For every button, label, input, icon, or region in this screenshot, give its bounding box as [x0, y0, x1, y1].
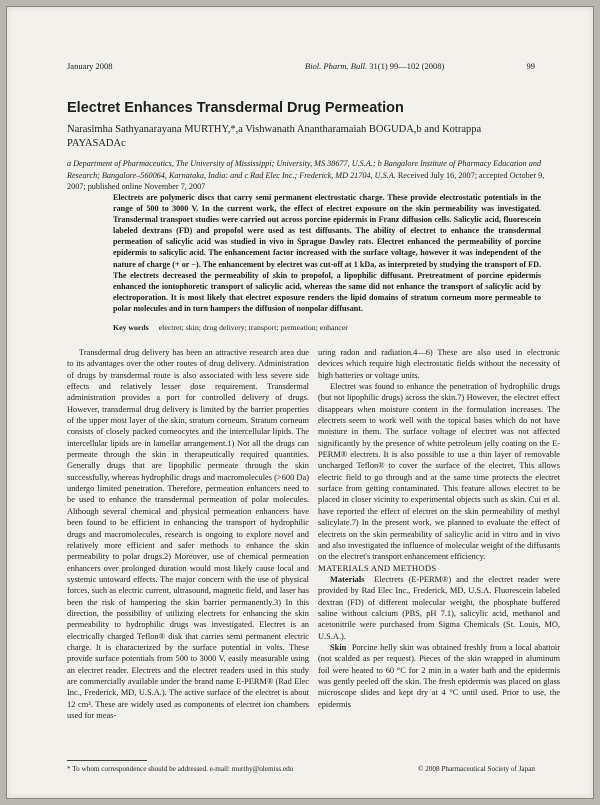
- left-column: [67, 347, 309, 721]
- materials-paragraph: [318, 574, 560, 642]
- journal-citation: [305, 61, 444, 71]
- abstract: Electrets are polymeric discs that carry semi permanent electrostatic charge. These provide electrostatic potentials in the range of 500 to 3000 V. In the current work, the effect of electret exposure on the skin permeability was investigated. Transdermal transport studies were carried out across porcine epidermis in Franz diffusion cells. Salicylic acid, fluorescein labeled dextrans (FD) and propofol were used as test diffusants. The ability of electret to enhance the transdermal permeation of salicylic acid was studied in vivo in Sprague Dawley rats. Electret enhanced the permeability of porcine epidermis to salicylic acid. The enhancement factor increased with the surface voltage, however it was independent of the nature of charge (+ or −). The enhancement by electret was cut-off at 1 kDa, as interpreted by studying the transport of FD. The electrets decreased the permeability of skin to propofol, a lipophilic diffusant. Pretreatment of porcine epidermis enhanced the iontophoretic transport of salicylic acid, whereas the same did not enhance the transport of salicylic acid by electroporation. It is most likely that electret exposure renders the lipid domains of stratum corneum more permeable to polar molecules and in turn hampers the diffusion of nonpolar diffusant.: [113, 193, 541, 313]
- skin-paragraph: [318, 642, 560, 710]
- volume-info: 31(1) 99—102 (2008): [369, 61, 445, 71]
- affiliation-text: a Department of Pharmaceutics, The University of Mississippi; University, MS 38677, U.S.A.; b Bangalore Institute of Pharmacy Education and Research; Bangalore–560064, Karnataka, India: and c Rad Elec Inc.; Frederick, MD 21704, U.S.A.: [67, 159, 542, 180]
- right-column: [318, 347, 560, 710]
- copyright-notice: © 2008 Pharmaceutical Society of Japan: [417, 765, 535, 773]
- footnote-rule: [67, 760, 147, 761]
- page-number: 99: [526, 61, 535, 71]
- electret-paragraph: Electret was found to enhance the penetration of hydrophilic drugs (but not lipophilic drugs) across the skin.7) However, the electret effect disappears when moisture content in the formulation increases. The electrets seem to work well with the topical bases which do not have moisture in them. The surface voltage of electret was not affected significantly by the presence of white petroleum jelly coating on the E-PERM® electrets. It is also possible to use a thin layer of removable uncharged Teflon® to cover the surface of the electret. This allows electric field to go through and at the same time protects the electret surface from getting contaminated. This feature allows electret to be placed in closer vicinity to experimental objects such as skin. Cui et al. have reported the effect of electret on the skin permeability of methyl salicylate.7) In the present work, we planned to evaluate the effect of electrets on the skin permeability of salicylic acid in vitro and in vivo and also investigated the influence of molecular weight of the diffusants on the electret's transport enhancement efficiency.: [318, 382, 560, 562]
- skin-runin: Skin: [330, 642, 347, 652]
- materials-runin: Materials: [330, 574, 365, 584]
- journal-name: Biol. Pharm. Bull.: [305, 61, 368, 71]
- affiliations: [67, 158, 547, 193]
- methods-heading: MATERIALS AND METHODS: [318, 562, 437, 573]
- keywords-text: electret; skin; drug delivery; transport; permeation; enhancer: [158, 323, 348, 332]
- intro-continuation: uring radon and radiation.4—6) These are also used in electronic devices which require high electrostatic fields without the necessity of high batteries or voltage units.: [318, 348, 560, 380]
- keywords-label: Key words: [113, 323, 149, 332]
- journal-page: [6, 6, 594, 799]
- correspondence-note: * To whom correspondence should be addressed. e-mail: murthy@olemiss.edu: [67, 765, 294, 773]
- author-list: Narasimha Sathyanarayana MURTHY,*,a Vishwanath Anantharamaiah BOGUDA,b and Kotrappa PAYASADAc: [67, 124, 482, 149]
- keywords: [113, 323, 348, 332]
- materials-text: Electrets (E-PERM®) and the electret reader were provided by Rad Elec Inc., Frederick, MD, U.S.A. Fluorescein labeled dextran (FD) of different molecular weight, the phosphate buffered saline without calcium (PBS, pH 7.1), salicylic acid, methanol and acetonitrile were purchased from Sigma Chemicals (St. Louis, MO, U.S.A.).: [318, 574, 560, 641]
- received-dates: Received July 16, 2007; accepted October 9, 2007; published online November 7, 2007: [67, 170, 545, 191]
- skin-text: Porcine belly skin was obtained freshly from a local abattoir (not scalded as per request). Pieces of the skin wrapped in aluminum foil were heated to 60 °C for 2 min in a water bath and the epidermis was gently peeled off the skin. The fresh epidermis was placed on glass microscope slides and kept dry at 4 °C until used. Prior to use, the epidermis: [318, 642, 560, 709]
- intro-paragraph: Transdermal drug delivery has been an attractive research area due to its advantages over the other routes of drug delivery. Administration of drugs by transdermal route is also associated with less severe side effects and relatively lesser dose requirement. Transdermal administration provides a port for controlled delivery of drugs. However, transdermal drug delivery is limited by the barrier properties of the upper most layer of the skin, stratum corneum. Stratum corneum consists of closely packed corneocytes and the intercellular lipids. The intercellular lipids are in lamellar arrangement.1) Not all the drugs can permeate through the skin in therapeutically required quantities. Generally drugs that are lipophilic permeate through the skin successfully, whereas hydrophilic drugs and macromolecules (>600 Da) undergo limited penetration. Therefore, permeation enhancers need to be used to enhance the transdermal permeation of polar molecules. Although several chemical and physical permeation enhancers have been found to be efficient in enhancing the transport of hydrophilic drugs and macromolecules, research is ongoing to explore novel and relatively more efficient and safer methods to enhance the skin permeability to polar drugs.2) Moreover, use of chemical permeation enhancers over prolonged duration would most likely cause local and systemic untoward effects. The major concern with the use of physical forces, such as electric current, ultrasound, magnetic field, and laser has been the risk of hampering the skin barrier permanently.3) In this direction, the possibility of utilizing electrets for enhancing the skin permeability to hydrophilic drugs was investigated. Electret is an electrically charged Teflon® disk that carries semi permanent electric charge. It is characterized by the surface potential in volts. These provide surface potentials from 500 to 3000 V, easily measurable using an electret reader. Electrets and the electret readers used in this study are commercially available under the brand name E-PERM® (Rad Elec Inc., Frederick, MD, U.S.A.). The active surface of the electret is about 12 cm². These are widely used as components of electret ion chambers used for meas-: [67, 348, 309, 720]
- issue-date: January 2008: [67, 61, 113, 71]
- article-title: Electret Enhances Transdermal Drug Permeation: [67, 100, 404, 116]
